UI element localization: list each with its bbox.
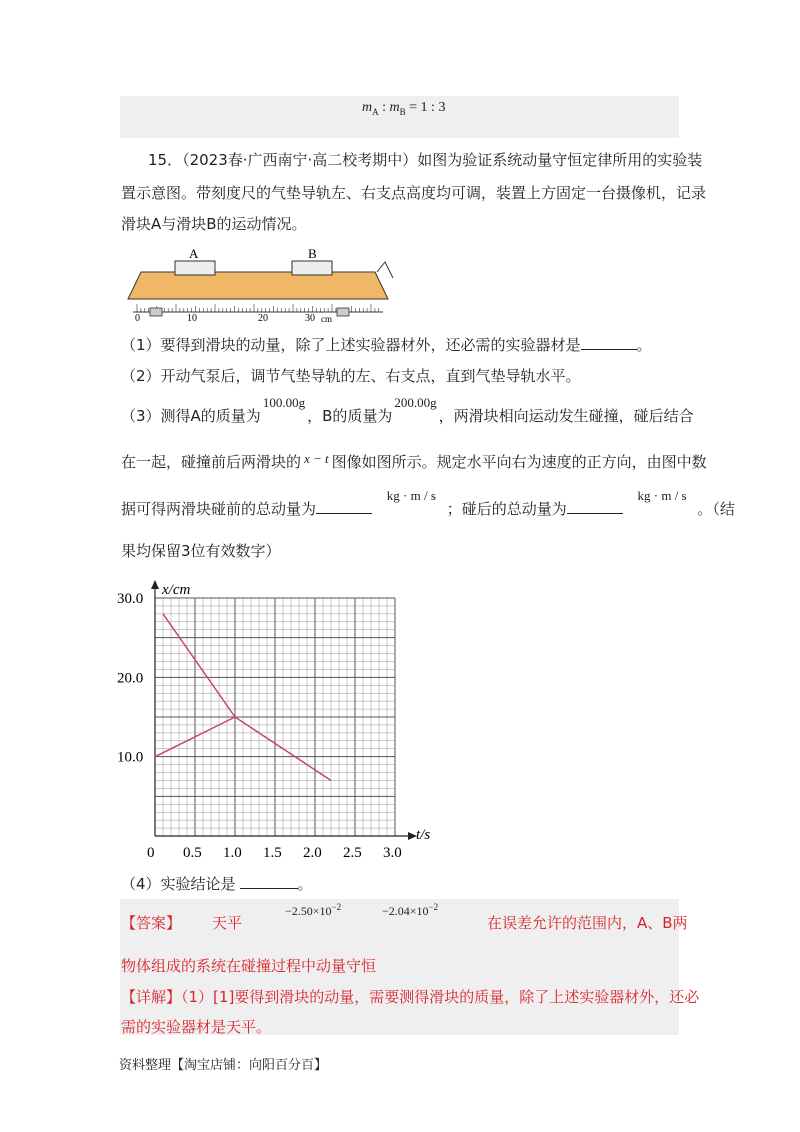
chart-tick-labels	[117, 591, 402, 861]
detail-line2: 需的实验器材是天平。	[121, 1018, 272, 1036]
xt-symbol: x − t	[304, 451, 329, 466]
x-tick-label: 1.0	[223, 845, 242, 861]
x-tick-label: 0	[147, 845, 155, 861]
sub-question-3-line2: 在一起，碰撞前后两滑块的 x − t 图像如图所示。规定水平向右为速度的正方向，由图中数	[121, 451, 707, 471]
x-tick-label: 2.0	[303, 845, 322, 861]
chart-axes	[151, 580, 417, 840]
series-line-1	[163, 614, 331, 781]
question-intro-line2: 置示意图。带刻度尺的气垫导轨左、右支点高度均可调，装置上方固定一台摄像机，记录	[121, 184, 707, 202]
mass-b-value: 200.00g	[394, 395, 437, 410]
air-track-apparatus-diagram	[125, 244, 395, 324]
y-tick-label: 20.0	[117, 670, 144, 687]
left-support-foot	[150, 308, 162, 316]
unit-before: kg · m / s	[386, 488, 436, 503]
y-tick-label: 10.0	[117, 749, 144, 766]
scale-label-20: 20	[258, 313, 268, 324]
question-intro-line1: 15．（2023春·广西南宁·高二校考期中）如图为验证系统动量守恒定律所用的实验装	[148, 151, 703, 169]
x-axis-label: t/s	[416, 827, 431, 843]
x-tick-label: 0.5	[183, 845, 202, 861]
air-track-rail	[128, 272, 388, 299]
sub-question-3-line3: 据可得两滑块碰前的总动量为 kg · m / s ；碰后的总动量为 kg · m / s 。（结	[121, 488, 735, 518]
sub-question-4: （4）实验结论是 。	[121, 875, 313, 893]
answer-blank-2[interactable]	[316, 499, 372, 514]
question-number: 15．	[148, 151, 183, 169]
answer-tag: 【答案】	[121, 914, 182, 932]
scale-label-0: 0	[135, 313, 140, 324]
answer-4-line2: 物体组成的系统在碰撞过程中动量守恒	[121, 957, 377, 975]
chart-grid	[155, 598, 395, 836]
sub-question-3-line4: 果均保留3位有效数字）	[121, 542, 281, 560]
footer-note: 资料整理【淘宝店铺：向阳百分百】	[119, 1058, 328, 1073]
answer-4-line1: 在误差允许的范围内，A、B两	[487, 914, 688, 932]
slider-b	[292, 261, 332, 275]
answer-2: $-2.50\times 10^{-2}$	[285, 902, 342, 918]
unit-after: kg · m / s	[637, 488, 687, 503]
x-tick-label: 2.5	[343, 845, 362, 861]
sub-question-2: （2）开动气泵后，调节气垫导轨的左、右支点，直到气垫导轨水平。	[121, 367, 581, 385]
detail-line1: 【详解】（1）[1]要得到滑块的动量，需要测得滑块的质量，除了上述实验器材外，还必	[121, 988, 700, 1006]
question-intro-line3: 滑块A与滑块B的运动情况。	[121, 215, 307, 233]
answer-blank-4[interactable]	[240, 874, 298, 889]
sub-question-1: （1）要得到滑块的动量，除了上述实验器材外，还必需的实验器材是 。	[121, 336, 652, 354]
mass-a-value: 100.00g	[262, 395, 306, 410]
y-axis-arrow	[151, 580, 159, 589]
x-tick-label: 1.5	[263, 845, 282, 861]
air-track-bracket	[377, 262, 393, 278]
answer-1: 天平	[212, 914, 243, 932]
scale-label-30: 30	[305, 313, 315, 324]
y-axis-label: x/cm	[162, 582, 191, 598]
right-support-foot	[337, 308, 349, 316]
scale-unit: cm	[321, 314, 332, 324]
mass-ratio-formula: $m_A$ : $m_B = 1$ : 3	[362, 100, 446, 117]
slider-b-label: B	[308, 246, 317, 261]
xt-graph	[117, 576, 440, 861]
scale-label-10: 10	[187, 313, 197, 324]
answer-blank-1[interactable]	[581, 335, 637, 350]
sub-question-3-line1: （3）测得A的质量为100.00g，B的质量为200.00g，两滑块相向运动发生碰撞，碰后结合	[121, 395, 694, 425]
answer-3: $-2.04\times 10^{-2}$	[382, 902, 439, 918]
y-tick-label: 30.0	[117, 591, 144, 607]
slider-a-label: A	[189, 246, 199, 261]
slider-a	[175, 261, 215, 275]
x-tick-label: 3.0	[383, 845, 402, 861]
answer-blank-3[interactable]	[567, 499, 623, 514]
